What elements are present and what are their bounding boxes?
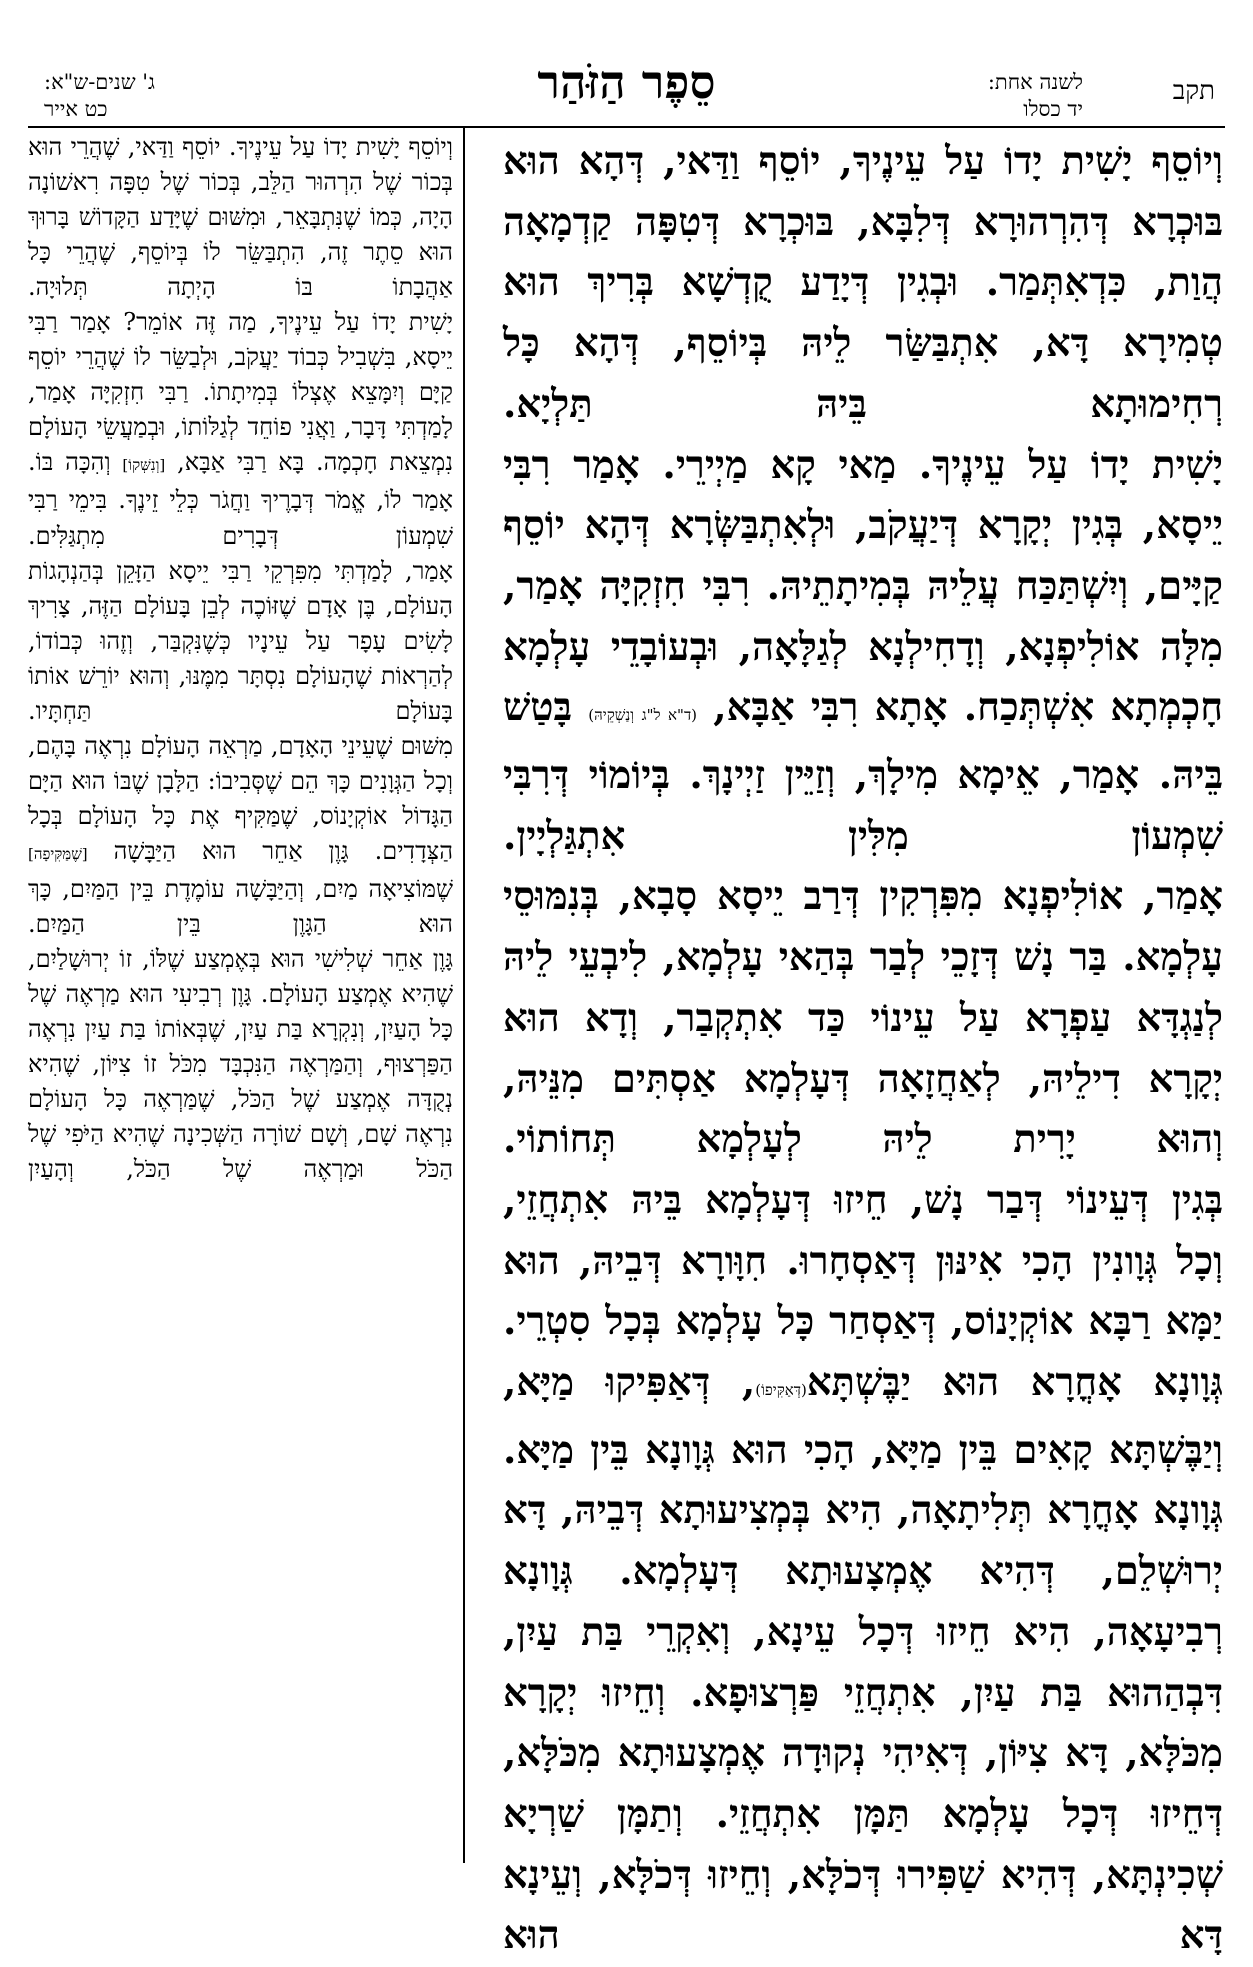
aramaic-paragraph — [503, 436, 1223, 868]
text-line: אָמַר, אוֹלִיפְנָא מִפִּרְקִין דְּרַב יֵיסָא סָבָא, — [618, 874, 1223, 920]
text-line: כְּבוֹד יַעֲקֹב, וּלְבַשֵּׂר לוֹ שֶׁהֲרֵי — [75, 343, 329, 372]
text-line: הָעוֹלָם נִרְאֶה בָּהֶם, וְכָל הַגְּוָנִים — [28, 731, 453, 795]
text-line: בְּיוֹסֵף, דְּהָא כָּל רְחִימוּתָא בֵּיהּ תַּלְיָא. — [503, 321, 1223, 427]
one-year-schedule-label: לשנה אחת: — [987, 70, 1083, 94]
text-line: פַּרְצוּפָא. וְחֵיזוּ יְקָרָא מִכֹּלָּא, דָּא צִיּוֹן, דְּאִיהִי — [503, 1670, 1223, 1777]
text-line: כָּל עָלְמָא בְּכָל סִטְרֵי. גְּוָונָא אָחֳרָא הוּא — [503, 1299, 1224, 1406]
text-line: אַבָּא, — [177, 448, 226, 477]
text-line: בָּעוֹלָם תַּחְתָּיו. — [28, 696, 453, 725]
book-title: סֵפֶר הַזֹּהַר — [537, 55, 716, 109]
text-line: לָשִׂים עָפָר עַל עֵינָיו כְּשֶׁנִּקְבַּר, — [150, 626, 453, 655]
one-year-schedule-date: יד כסלו — [1023, 97, 1083, 121]
text-line: שֶׁל כָּל הָעַיִן, וְנִקְרָא בַּת עַיִן, — [28, 980, 454, 1044]
text-line: דְּטִפָּה קַדְמָאָה הֲוַת, כִּדְאִתְּמַר. וּבְגִין דְּיָדַע — [503, 199, 1223, 306]
text-line: אַחֵר הוּא הַיַּבָּשָׁה — [113, 836, 303, 865]
text-line: שֶׁבְּאוֹתוֹ בַּת עַיִן נִרְאֶה הַפַּרְצוּף, — [28, 1015, 453, 1079]
text-line: בְּגִין דְּעֵינוֹי דְּבַר נָשׁ, חֵיזוּ דְּעָלְמָא בֵּיהּ — [631, 1177, 1223, 1223]
text-line: שֶׁהֲרֵי כָּל אַהֲבָתוֹ בּוֹ הָיְתָה — [28, 238, 453, 302]
text-line: כָּל הָעוֹלָם בְּכָל הַצְּדָדִים. גָּוֶן — [28, 801, 453, 865]
text-line: רַבִּי שִׁמְעוֹן דְּבָרִים מִתְגַּלִּים. — [28, 486, 453, 550]
text-line: וְזֶהוּ כְּבוֹדוֹ, לְהַרְאוֹת שֶׁהָעוֹלָם — [28, 626, 454, 690]
hebrew-paragraph — [28, 942, 453, 1187]
text-line: בֵּיהּ. אָמַר, אֵימָא מִילָךְ, וְזַיֵּין זַיְינָךְ. בְּיוֹמוֹי — [588, 753, 1223, 799]
text-line: גָּוֶן אַחֵר שְׁלִישִׁי הוּא בְּאֶמְצַע — [194, 945, 453, 974]
text-line: דְּבֵיהּ, דָּא יְרוּשְׁלֵם, דְּהִיא אֶמְצָעוּתָא — [503, 1488, 1223, 1595]
column-divider — [463, 128, 465, 1863]
text-line: וְיוֹסֵף יָשִׁית יָדוֹ עַל עֵינֶיךָ, יוֹסֵף וַדַּאי, דְּהָא — [578, 139, 1223, 184]
text-line: בֵּין הַמַּיִם, כָּךְ הוּא הַגָּוֶן בֵּין — [28, 874, 453, 939]
text-line: שֶׁמּוֹצִיאָה מַיִם, וְהַיַּבָּשָׁה עוֹמֶדֶת — [164, 874, 453, 903]
text-line: הִרְהוּר הַלֵּב, בְּכוֹר שֶׁל טִפָּה — [109, 168, 363, 197]
text-line: שֶׁלּוֹ, זוֹ יְרוּשָׁלַיִם, שֶׁהִיא אֶמְצַע — [28, 945, 453, 1009]
text-line: נְקוּדָה אֶמְצָעוּתָא מִכֹּלָּא, דְּחֵיזוּ דְּכָל עָלְמָא — [503, 1731, 1223, 1837]
text-line: וְשָׁם שׁוֹרָה הַשְּׁכִינָה שֶׁהִיא הַיֹּפִי — [65, 1120, 348, 1149]
text-line: הַזָּקֵן בְּהַנְהָגוֹת הָעוֹלָם, בֶּן אָדָם — [28, 556, 453, 620]
text-line: שֶׁהִיא נְקֻדָּה אֶמְצַע שֶׁל הַכֹּל, — [28, 1050, 453, 1114]
text-line: יָשִׁית יָדוֹ עַל עֵינֶיךָ, מַה זֶּה — [195, 308, 453, 337]
variant-reading-note: (ד"א ל"ג וְנַשְׁקֵיהּ) — [588, 706, 698, 725]
aramaic-paragraph — [503, 132, 1223, 436]
text-line: תַּמָּן אִתְחֲזֵי. וְתַמָּן שַׁרְיָא שְׁכִינְתָּא, דְּהִיא — [503, 1791, 1223, 1898]
aramaic-paragraph — [503, 1481, 1223, 1967]
text-line: יָשִׁית יָדוֹ עַל עֵינֶיךָ. מַאי קָא מַיְירֵי. אָמַר — [573, 442, 1223, 488]
text-line: הַמַּיִם. — [28, 910, 85, 939]
text-line: שַׁפִּירוּ דְּכֹלָּא, וְחֵיזוּ דְּכֹלָּא, וְעֵינָא דָּא הוּא — [503, 1852, 1223, 1959]
text-line: וּמִשּׁוּם שֶׁיָּדַע הַקָּדוֹשׁ בָּרוּךְ הוּא — [28, 203, 453, 267]
aramaic-column — [503, 132, 1224, 1959]
text-line: דְּעָלְמָא. גְּוָונָא רְבִיעָאָה, הִיא חֵיזוּ דְּכָל עֵינָא, — [503, 1549, 1223, 1655]
variant-reading-note: [שֶׁמַּקִּיפָה] — [28, 844, 88, 863]
text-line: כָּךְ הֵם שֶׁסְּבִיבוֹ: הַלָּבָן שֶׁבּוֹ הוּא — [71, 766, 351, 795]
text-line: וּלְאִתְבַּשְּׂרָא דְּהָא יוֹסֵף קַיָּים, וְיִשְׁתַּכַּח עֲלֵיהּ — [503, 503, 1224, 609]
text-line: בָּטַשׁ — [503, 685, 573, 731]
aramaic-paragraph — [503, 867, 1223, 1171]
text-line: עֵינוֹי כַּד אִתְקְבַר, וְדָא הוּא יְקָרָא דִילֵיהּ, — [503, 995, 1224, 1102]
hebrew-paragraph — [28, 130, 453, 305]
three-year-schedule-label: ג' שנים-ש"א: — [44, 70, 155, 94]
text-line: וְיוֹסֵף יָשִׁית יָדוֹ עַל עֵינֶיךָ. יוֹסֵף — [182, 133, 453, 161]
text-line: סֵתֶר זֶה, הִתְבַּשֵּׂר לוֹ בְּיוֹסֵף, — [130, 238, 404, 267]
variant-reading-note: [וְנִשְּׁקוֹ] — [122, 456, 166, 475]
hebrew-paragraph — [28, 554, 453, 729]
text-line: שֶׁזּוֹכֶה לְבֵן בָּעוֹלָם הַזֶּה, צָרִיךְ — [28, 591, 296, 620]
text-line: יוֹסֵף קַיָּם וְיִמָּצֵא אֶצְלוֹ בְּמִיתָתוֹ. — [28, 343, 453, 407]
text-line: רִאשׁוֹנָה הָיָה, כְּמוֹ שֶׁנִּתְבָּאֵר, — [28, 168, 453, 232]
text-line: יַבֶּשְׁתָּא — [806, 1360, 911, 1406]
text-line: הוּא בּוּכְרָא דְּהִרְהוּרָא דְּלִבָּא, בּוּכְרָא — [503, 139, 1224, 245]
text-line: וַדַּאי, שֶׁהֲרֵי הוּא בְּכוֹר שֶׁל — [28, 133, 453, 197]
text-line: דְּרִבִּי שִׁמְעוֹן מִלִּין אִתְגַּלְיָין. — [503, 753, 1223, 859]
text-line: וְדָחִילְנָא לְגַלָּאָה, וּבְעוֹבָדֵי עָלְמָא חָכְמְתָא — [503, 624, 1224, 731]
hebrew-paragraph — [28, 305, 453, 553]
text-line: שֶׁמַּרְאֶה כָּל הָעוֹלָם נִרְאֶה שָׁם, — [28, 1085, 453, 1149]
hebrew-translation-column — [28, 130, 453, 1865]
text-line: קֻדְשָׁא בְּרִיךְ הוּא טְמִירָא דָּא, אִתְבַּשַּׂר לֵיהּ — [503, 260, 1223, 367]
hebrew-paragraph — [28, 729, 453, 942]
text-line: גְּוָונָא אָחֳרָא תְּלִיתָאָה, הִיא בְּמְצִיעוּתָא — [658, 1488, 1224, 1534]
text-line: בְּמִיתָתֵיהּ. רִבִּי חִזְקִיָּה אָמַר, מִלָּה אוֹלִיפְנָא, — [503, 563, 1223, 670]
text-line: אֱמֹר דְּבָרֶיךָ וַחֲגֹר כְּלֵי זֵינֶךָ. בִּימֵי — [68, 486, 366, 515]
text-line: חִוָּורָא דְּבֵיהּ, הוּא יַמָּא רַבָּא אוֹקְיָנוֹס, דְּאַסְחַר — [503, 1238, 1224, 1345]
text-line: נִסְתָּר מִמֶּנּוּ, וְהוּא יוֹרֵשׁ אוֹתוֹ — [28, 661, 286, 690]
text-line: לְאַחֲזָאָה דְּעָלְמָא אַסְתִּים מִנֵּיהּ, וְהוּא יָרִית — [503, 1056, 1223, 1163]
text-line: הַיָּם הַגָּדוֹל אוֹקְיָנוֹס, שֶׁמַּקִּיף אֶת — [28, 766, 453, 830]
text-line: וְהִכָּה בּוֹ. אָמַר לוֹ, — [28, 448, 453, 515]
text-line: וְהַמַּרְאֶה הַנִּכְבָּד מִכֹּל זוֹ צִיּוֹן, — [92, 1050, 364, 1079]
text-line: רִבִּי יֵיסָא, בְּגִין יְקָרָא דְּיַעֲקֹב, — [503, 442, 1224, 549]
variant-reading-note: (דְּאַקִּיפוֹ) — [755, 1381, 807, 1400]
text-line: הָעוֹלָם. גָּוֶן רְבִיעִי הוּא מַרְאֶה — [65, 980, 329, 1009]
text-line: רַבִּי חִזְקִיָּה אָמַר, לָמַדְתִּי דָּבָר, — [28, 378, 453, 442]
text-line: וַאֲנִי פוֹחֵד לְגַלּוֹתוֹ, וּבְמַעֲשֵׂי — [96, 413, 336, 442]
text-line: , דְּאַפִּיקוּ מַיָּא, וְיַבֶּשְׁתָּא קָאִים — [503, 1360, 1223, 1473]
aramaic-paragraph — [503, 1171, 1223, 1482]
page-number: תקב — [1172, 76, 1215, 106]
text-line: בְּנִמּוּסֵי עָלְמָא. בַּר נָשׁ דְּזָכֵי לְבַר — [503, 874, 1223, 981]
text-line: וְאִקְרֵי בַּת עַיִן, דִּבְהַהוּא בַּת עַיִן, אִתְחֲזֵי — [503, 1609, 1223, 1716]
header-rule — [28, 126, 1225, 128]
text-line: אִתְחֲזֵי, וְכָל גְּוָונִין הָכִי אִינּוּן דְּאַסְחָרוּ. — [503, 1177, 1224, 1284]
text-line: אִשְׁתְּכַח. אָתָא רִבִּי אַבָּא, — [713, 685, 1095, 731]
text-line: לֵיהּ לְעָלְמָא תְּחוֹתוֹי. — [503, 1117, 933, 1163]
text-line: אָמַר, לָמַדְתִּי מִפִּרְקֵי רַבִּי יֵיסָא — [168, 556, 453, 585]
three-year-schedule-date: כט אייר — [44, 97, 108, 121]
text-line: בְּהַאי עָלְמָא, לִיבְעֵי לֵיהּ לְנַגְדָּא עַפְרָא עַל — [503, 935, 1223, 1041]
text-line: הָעוֹלָם נִמְצֵאת חָכְמָה. בָּא רַבִּי — [28, 413, 454, 477]
text-line: שֶׁל הַכֹּל וּמַרְאֶה שֶׁל הַכֹּל, וְהָעַיִן — [28, 1120, 453, 1184]
text-line: בֵּין מַיָּא, הָכִי הוּא גְּוָונָא בֵּין מַיָּא. — [503, 1427, 998, 1473]
text-line: מִשּׁוּם שֶׁעֵינֵי הָאָדָם, מַרְאֵה — [208, 731, 454, 760]
text-line: אוֹמֵר? אָמַר רַבִּי יֵיסָא, בִּשְׁבִיל — [28, 308, 454, 372]
text-line: תְּלוּיָה. — [28, 273, 88, 302]
